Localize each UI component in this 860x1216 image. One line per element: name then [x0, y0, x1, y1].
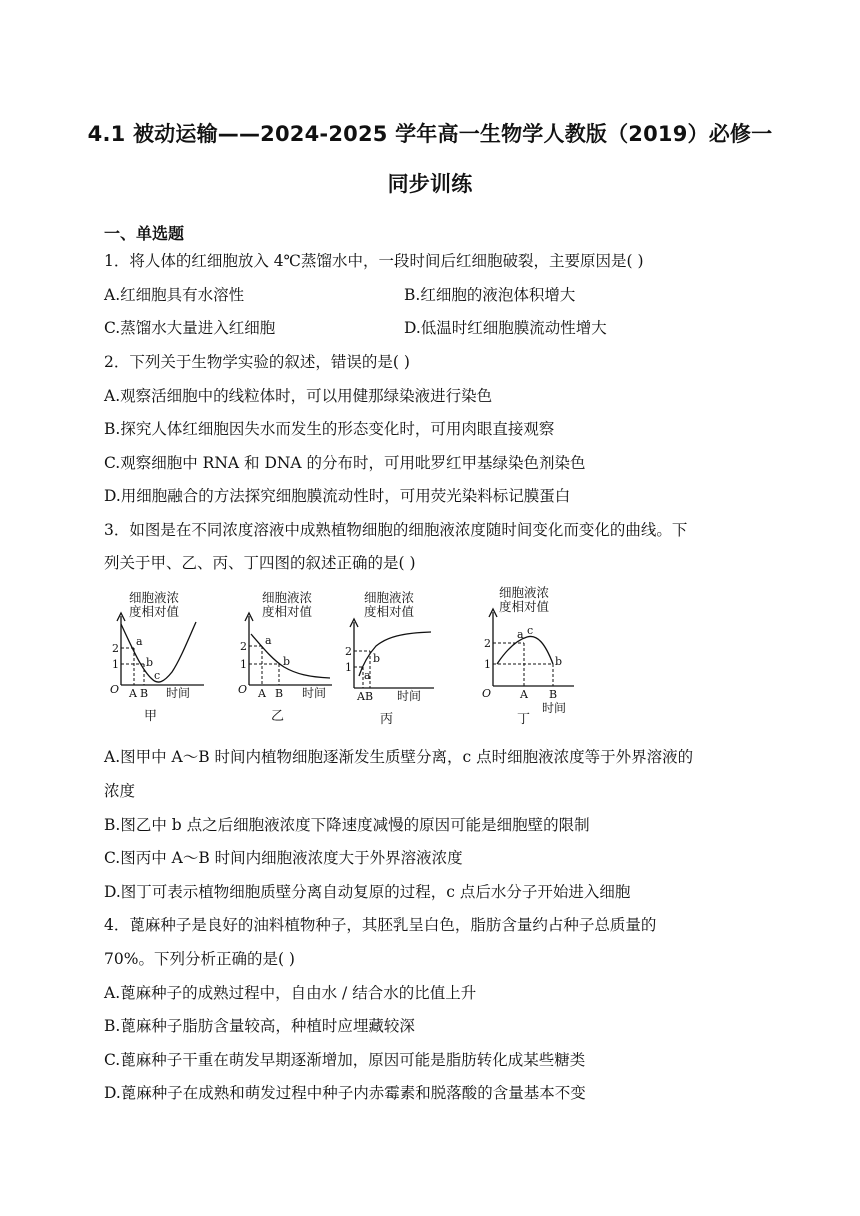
- question-3-option-a-line2: 浓度: [104, 782, 136, 800]
- question-3-option-b[interactable]: B.图乙中 b 点之后细胞液浓度下降速度减慢的原因可能是细胞壁的限制: [104, 816, 590, 834]
- point-c-jia: c: [154, 669, 161, 682]
- ylabel-ding-1: 细胞液浓: [499, 585, 550, 600]
- tick-a-yi: A: [258, 687, 266, 700]
- question-4-option-d[interactable]: D.蓖麻种子在成熟和萌发过程中种子内赤霉素和脱落酸的含量基本不变: [104, 1084, 586, 1102]
- point-a-bing: a: [364, 669, 371, 682]
- time-label-jia: 时间: [166, 686, 191, 700]
- tick-1-yi: 1: [240, 658, 247, 671]
- origin-jia: O: [110, 683, 120, 696]
- tick-2-bing: 2: [345, 645, 352, 658]
- point-b-bing: b: [373, 652, 381, 665]
- ylabel-bing-2: 度相对值: [364, 604, 415, 619]
- question-2-option-c[interactable]: C.观察细胞中 RNA 和 DNA 的分布时，可用吡罗红甲基绿染色剂染色: [104, 454, 586, 472]
- question-3-option-c[interactable]: C.图丙中 A～B 时间内细胞液浓度大于外界溶液浓度: [104, 849, 463, 867]
- ylabel-yi-1: 细胞液浓: [262, 590, 313, 605]
- tick-1-bing: 1: [345, 661, 352, 674]
- ylabel-yi-2: 度相对值: [262, 604, 313, 619]
- tick-1-jia: 1: [112, 658, 119, 671]
- question-3-option-d[interactable]: D.图丁可表示植物细胞质壁分离自动复原的过程，c 点后水分子开始进入细胞: [104, 883, 631, 901]
- graph-ding: [489, 609, 574, 686]
- question-2-option-b[interactable]: B.探究人体红细胞因失水而发生的形态变化时，可用肉眼直接观察: [104, 420, 555, 438]
- tick-ab-bing: AB: [357, 690, 374, 703]
- page-title-line1: 4.1 被动运输——2024-2025 学年高一生物学人教版（2019）必修一: [87, 122, 773, 146]
- question-2-stem: 2．下列关于生物学实验的叙述，错误的是( ): [104, 353, 410, 371]
- tick-2-ding: 2: [484, 637, 491, 650]
- question-4-stem-line2: 70%。下列分析正确的是( ): [104, 950, 295, 968]
- tick-b-yi: B: [275, 687, 284, 700]
- point-b-yi: b: [283, 655, 291, 668]
- point-a-yi: a: [265, 634, 272, 647]
- graph-yi: [245, 613, 332, 685]
- question-4-stem-line1: 4．蓖麻种子是良好的油料植物种子，其胚乳呈白色，脂肪含量约占种子总质量的: [104, 916, 657, 934]
- question-4-option-c[interactable]: C.蓖麻种子干重在萌发早期逐渐增加，原因可能是脂肪转化成某些糖类: [104, 1051, 586, 1069]
- question-1-option-c[interactable]: C.蒸馏水大量进入红细胞: [104, 319, 276, 337]
- tick-b-ding: B: [549, 688, 558, 701]
- point-a-jia: a: [136, 635, 143, 648]
- question-3-figure: [104, 578, 604, 738]
- question-3-option-a-line1[interactable]: A.图甲中 A～B 时间内植物细胞逐渐发生质壁分离，c 点时细胞液浓度等于外界溶液的: [104, 748, 694, 766]
- page-title-line2: 同步训练: [387, 172, 473, 196]
- question-4-option-b[interactable]: B.蓖麻种子脂肪含量较高，种植时应埋藏较深: [104, 1017, 415, 1035]
- origin-ding: O: [482, 687, 492, 700]
- graph-jia: [117, 613, 204, 685]
- ylabel-bing-1: 细胞液浓: [364, 590, 415, 605]
- tick-a-jia: A: [129, 687, 137, 700]
- caption-bing: 丙: [380, 712, 394, 727]
- time-label-ding: 时间: [542, 701, 567, 715]
- tick-2-jia: 2: [112, 642, 119, 655]
- tick-2-yi: 2: [240, 640, 247, 653]
- point-a-ding: a: [517, 628, 524, 641]
- ylabel-ding-2: 度相对值: [499, 599, 550, 614]
- time-label-yi: 时间: [302, 686, 327, 700]
- caption-jia: 甲: [144, 709, 158, 724]
- question-2-option-d[interactable]: D.用细胞融合的方法探究细胞膜流动性时，可用荧光染料标记膜蛋白: [104, 487, 571, 505]
- graph-bing: [350, 619, 434, 688]
- question-1-option-a[interactable]: A.红细胞具有水溶性: [104, 286, 245, 304]
- concentration-graphs: [104, 578, 604, 738]
- origin-yi: O: [238, 683, 248, 696]
- point-b-ding: b: [555, 655, 563, 668]
- point-b-jia: b: [146, 656, 154, 669]
- tick-1-ding: 1: [484, 658, 491, 671]
- ylabel-jia-1: 细胞液浓: [129, 590, 180, 605]
- question-1-option-b[interactable]: B.红细胞的液泡体积增大: [404, 286, 576, 304]
- ylabel-jia-2: 度相对值: [129, 604, 180, 619]
- point-c-ding: c: [527, 624, 534, 637]
- tick-b-jia: B: [140, 687, 149, 700]
- question-1-stem: 1．将人体的红细胞放入 4℃蒸馏水中，一段时间后红细胞破裂，主要原因是( ): [104, 252, 644, 270]
- time-label-bing: 时间: [397, 689, 422, 703]
- question-3-stem-line2: 列关于甲、乙、丙、丁四图的叙述正确的是( ): [104, 554, 416, 572]
- caption-yi: 乙: [271, 709, 285, 724]
- question-4-option-a[interactable]: A.蓖麻种子的成熟过程中，自由水 / 结合水的比值上升: [104, 984, 477, 1002]
- section-heading: 一、单选题: [104, 224, 185, 243]
- caption-ding: 丁: [517, 712, 531, 727]
- question-3-stem-line1: 3．如图是在不同浓度溶液中成熟植物细胞的细胞液浓度随时间变化而变化的曲线。下: [104, 521, 688, 539]
- tick-a-ding: A: [520, 688, 528, 701]
- question-1-option-d[interactable]: D.低温时红细胞膜流动性增大: [404, 319, 607, 337]
- question-2-option-a[interactable]: A.观察活细胞中的线粒体时，可以用健那绿染液进行染色: [104, 387, 493, 405]
